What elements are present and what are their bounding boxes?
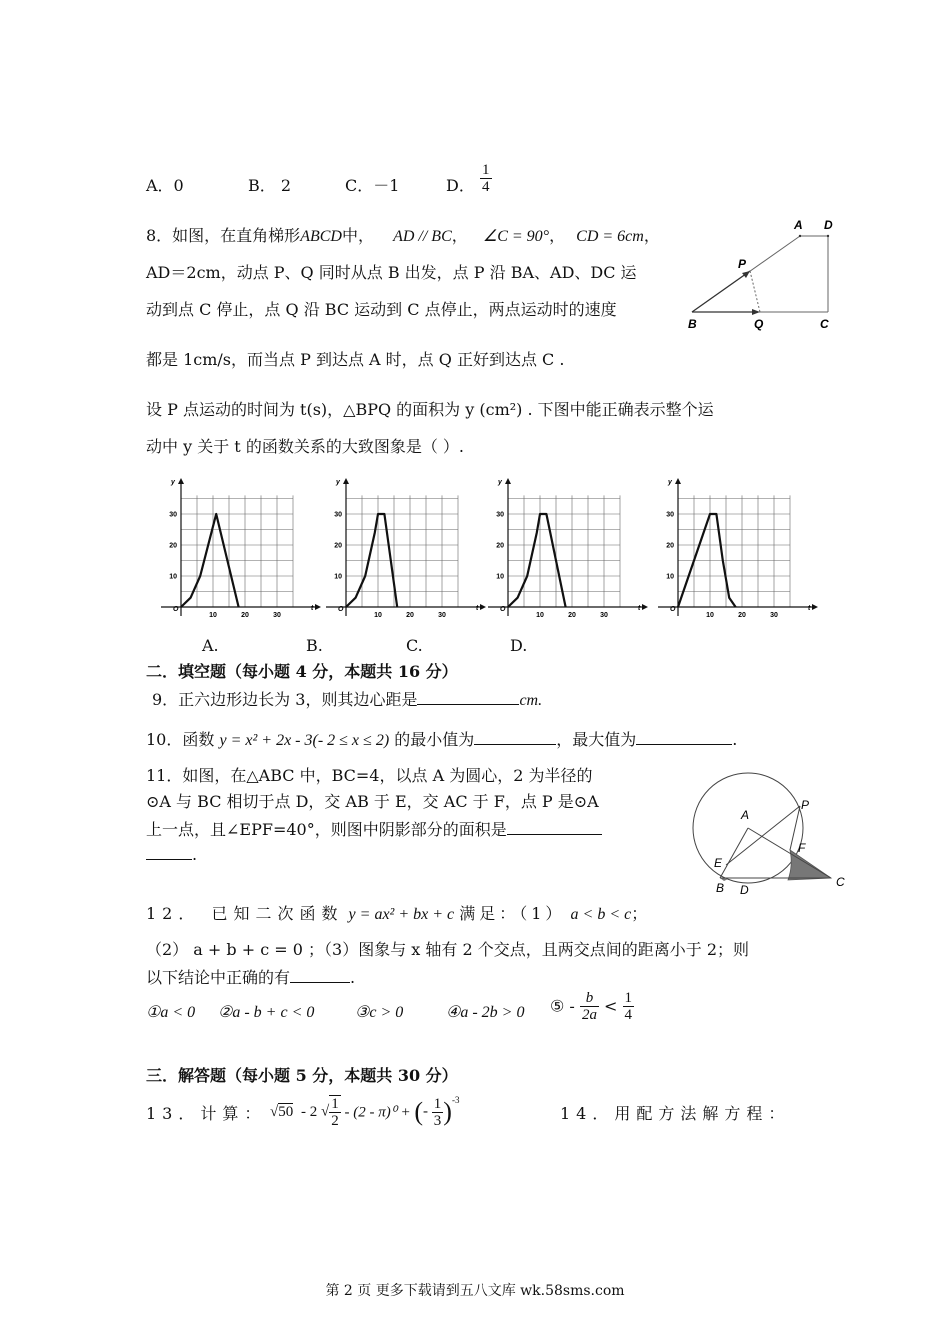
q8-fig-label-b: B [688,317,697,331]
t-tick-label: 20 [406,612,414,619]
q8-fig-label-p: P [738,257,747,271]
q12-blank [290,966,350,983]
page-footer: 第 2 页 更多下载请到五八文库 wk.58sms.com [325,1283,625,1299]
graph-c [482,472,652,622]
q8-line1: 8．如图，在直角梯形ABCD中， AD // BC， ∠C = 90°， CD = 6cm， [146,226,660,245]
y-axis-label: y [668,479,672,486]
t-axis-label: t [638,605,641,612]
q12-option-5: ⑤ - $\frac{b}{2a}$ < $\frac{1}{4}$ [550,990,633,1023]
graph-choice-d: D. [510,636,528,655]
q12-option-2: ②a - b + c < 0 [218,1004,315,1021]
y-tick-label: 20 [169,542,177,550]
t-axis-arrow [642,604,648,610]
origin-label: O [173,606,179,613]
t-tick-label: 20 [241,612,249,619]
q8-trapezoid-figure [680,212,850,337]
t-tick-label: 10 [536,612,544,619]
t-tick-label: 20 [738,612,746,619]
q12-line3: 以下结论中正确的有 . [146,968,356,987]
q11-fig-label-c: C [836,875,845,889]
t-tick-label: 30 [273,612,281,619]
q12-option-4: ④a - 2b > 0 [446,1004,525,1021]
q11-line2: ⊙A 与 BC 相切于点 D，交 AB 于 E，交 AC 于 F，点 P 是⊙A [146,792,599,811]
q7-option-d-fraction: $\frac{1}{4}$ [482,162,490,195]
y-axis-label: y [498,479,502,486]
graph-d [652,472,822,622]
y-axis-arrow [178,478,184,484]
section-2-heading: 二．填空题（每小题 4 分，本题共 16 分） [146,662,458,681]
graph-choice-a: A. [202,636,219,655]
origin-label: O [338,606,344,613]
q10-max-blank [636,728,732,745]
q11-fig-label-d: D [740,883,749,897]
q8-line4: 都是 1cm/s，而当点 P 到达点 A 时，点 Q 正好到达点 C . [146,350,565,369]
q8-line6: 动中 y 关于 t 的函数关系的大致图象是（ ）. [146,437,464,456]
q11-circle-figure [688,770,848,900]
y-tick-label: 10 [334,573,342,581]
y-axis-label: y [336,479,340,486]
q11-fig-label-f: F [798,841,806,855]
q12-option-3: ③c > 0 [355,1004,404,1021]
q11-blank-cont [146,843,192,860]
y-tick-label: 10 [666,573,674,581]
origin-label: O [670,606,676,613]
y-tick-label: 20 [666,542,674,550]
q10: 10．函数 y = x² + 2x - 3(- 2 ≤ x ≤ 2) 的最小值为 ，最大值为 . [146,730,738,749]
q8-fig-label-d: D [824,218,833,232]
q14-label: 14．用配方法解方程： [560,1104,791,1123]
q8-fig-label-c: C [820,317,829,331]
graph-b [320,472,490,622]
t-tick-label: 10 [374,612,382,619]
q11-line4: . [146,843,197,865]
q12-line1: 12． 已知二次函数 y = ax² + bx + c 满足：（1） a < b < c； [146,904,648,923]
t-tick-label: 10 [706,612,714,619]
y-tick-label: 20 [496,542,504,550]
y-tick-label: 30 [169,511,177,519]
y-axis-label: y [171,479,175,486]
y-tick-label: 10 [496,573,504,581]
y-tick-label: 30 [334,511,342,519]
q11-blank [507,818,602,835]
q7-option-d: D． [446,176,475,195]
t-tick-label: 30 [770,612,778,619]
t-axis-label: t [476,605,479,612]
q11-line1: 11．如图，在△ABC 中，BC=4，以点 A 为圆心，2 为半径的 [146,766,593,785]
q7-option-a: A．0 [146,176,184,195]
q8-line5: 设 P 点运动的时间为 t(s)，△BPQ 的面积为 y (cm²) . 下图中能正确表示整个运 [146,400,714,419]
y-tick-label: 10 [169,573,177,581]
q13-expression: √50 - 2 √ $\frac{1}{2}$ - (2 - π)⁰ + (- $\frac{1}{3}$ )$^{-3}$ [270,1095,460,1129]
q11-line3: 上一点，且∠EPF=40°，则图中阴影部分的面积是 [146,818,602,840]
q8-fig-label-a: A [794,218,803,232]
q9-blank [417,688,519,705]
t-tick-label: 30 [600,612,608,619]
t-axis-label: t [808,605,811,612]
t-tick-label: 30 [438,612,446,619]
t-tick-label: 20 [568,612,576,619]
t-axis-label: t [311,605,314,612]
q13-label: 13．计算： [146,1104,267,1123]
graph-choice-b: B. [306,636,323,655]
y-axis-arrow [675,478,681,484]
y-tick-label: 30 [666,511,674,519]
y-axis-arrow [343,478,349,484]
graph-a [155,472,325,622]
q8-fig-label-q: Q [754,317,764,331]
t-tick-label: 10 [209,612,217,619]
q8-line2: AD＝2cm，动点 P、Q 同时从点 B 出发，点 P 沿 BA、AD、DC 运 [146,263,637,282]
q11-fig-label-p: P [801,798,810,812]
q12-option-1: ①a < 0 [146,1004,196,1021]
q11-fig-label-b: B [716,881,725,895]
graph-choice-c: C. [406,636,423,655]
q11-fig-label-a: A [741,808,750,822]
t-axis-arrow [812,604,818,610]
q11-fig-label-e: E [714,856,723,870]
y-tick-label: 20 [334,542,342,550]
q10-min-blank [474,728,556,745]
q8-line3: 动到点 C 停止，点 Q 沿 BC 运动到 C 点停止，两点运动时的速度 [146,300,617,319]
section-3-heading: 三．解答题（每小题 5 分，本题共 30 分） [146,1066,458,1085]
q12-line2: （2） a + b + c = 0 ；（3）图象与 x 轴有 2 个交点，且两交点间的距离小于 2；则 [146,940,750,959]
q9: 9．正六边形边长为 3，则其边心距是 cm. [152,690,543,709]
y-tick-label: 30 [496,511,504,519]
y-axis-arrow [505,478,511,484]
origin-label: O [500,606,506,613]
q7-option-b: B． 2 [248,176,292,195]
q7-option-c: C．－1 [345,176,400,195]
